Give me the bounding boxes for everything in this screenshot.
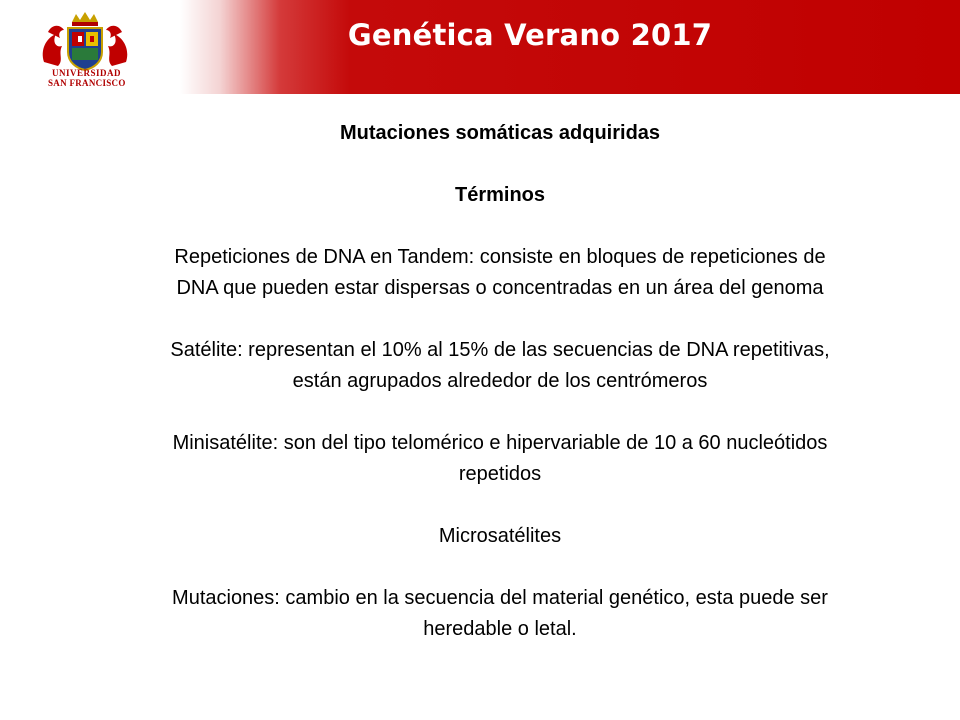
slide-header (0, 0, 960, 94)
slide-title: Genética Verano 2017 (347, 18, 713, 52)
term-minisatellite-line1: Minisatélite: son del tipo telomérico e hipervariable de 10 a 60 nucleótidos (172, 432, 828, 454)
term-minisatellite-line2: repetidos (458, 463, 542, 485)
section-subheading: Términos (454, 184, 546, 206)
section-heading: Mutaciones somáticas adquiridas (339, 122, 661, 144)
logo-name-line2: SAN FRANCISCO (48, 78, 126, 88)
term-tandem-line2: DNA que pueden estar dispersas o concentradas en un área del genoma (176, 277, 824, 299)
term-mutations-line2: heredable o letal. (423, 618, 577, 640)
term-microsatellites: Microsatélites (438, 525, 562, 547)
term-mutations-line1: Mutaciones: cambio en la secuencia del material genético, esta puede ser (172, 587, 828, 609)
slide-body (70, 118, 930, 645)
term-satellite-line2: están agrupados alrededor de los centrómeros (292, 370, 708, 392)
term-satellite-line1: Satélite: representan el 10% al 15% de las secuencias de DNA repetitivas, (170, 339, 830, 361)
logo-name-line1: UNIVERSIDAD (52, 68, 122, 78)
term-tandem-line1: Repeticiones de DNA en Tandem: consiste en bloques de repeticiones de (174, 246, 826, 268)
